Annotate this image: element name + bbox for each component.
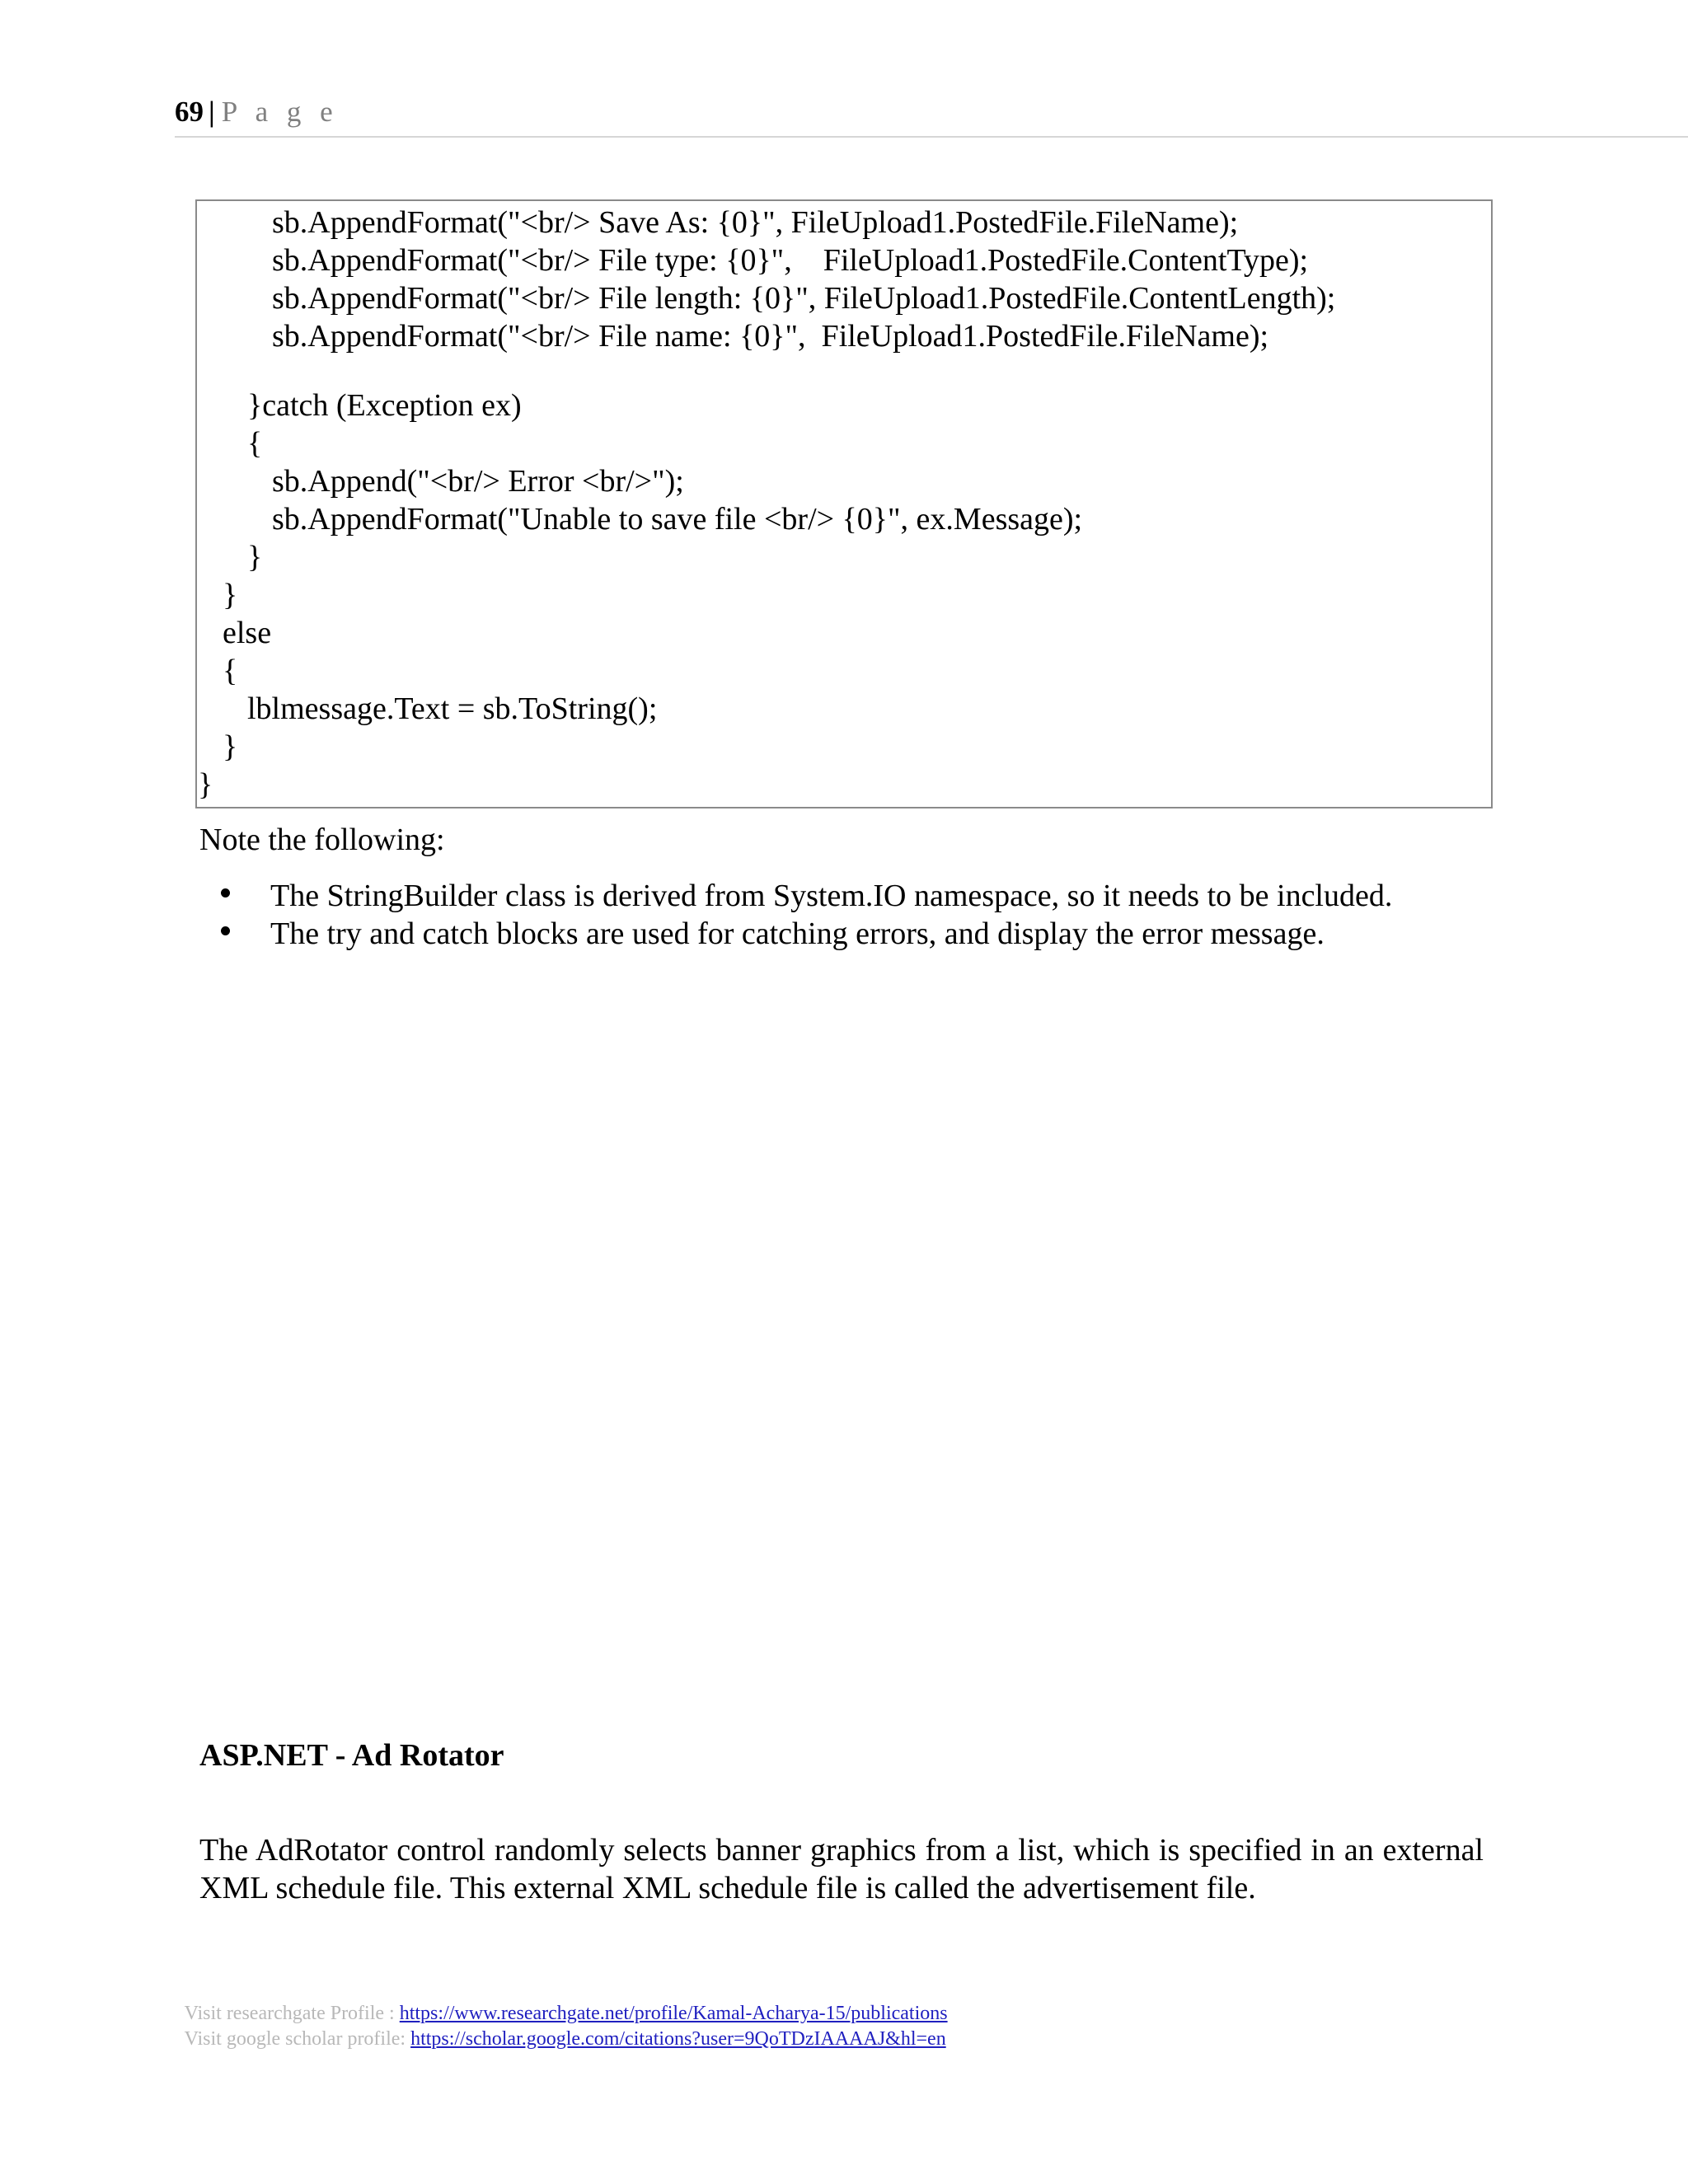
section-paragraph: The AdRotator control randomly selects banner graphics from a list, which is specified in an external XML schedule file. This external XML schedule file is called the advertisement file. — [199, 1833, 1484, 1905]
bullet-icon — [221, 888, 230, 898]
code-line: } — [223, 578, 238, 612]
list-item-text: The try and catch blocks are used for catching errors, and display the error message. — [270, 916, 1325, 951]
researchgate-link[interactable]: https://www.researchgate.net/profile/Kamal-Acharya-15/publications — [399, 2003, 948, 2024]
code-line: } — [223, 729, 238, 764]
code-line: lblmessage.Text = sb.ToString(); — [247, 691, 658, 726]
scholar-label: Visit google scholar profile: — [184, 2028, 411, 2050]
section-heading: ASP.NET - Ad Rotator — [199, 1738, 504, 1773]
page-word: P a g e — [221, 96, 339, 128]
code-line: } — [247, 540, 263, 574]
code-line: else — [223, 616, 272, 650]
page-header — [175, 97, 339, 126]
code-line: }catch (Exception ex) — [247, 388, 522, 423]
code-line: sb.AppendFormat("<br/> File name: {0}", FileUpload1.PostedFile.FileName); — [272, 319, 1269, 354]
header-rule — [175, 136, 1688, 138]
bullet-icon — [221, 926, 230, 935]
researchgate-label: Visit researchgate Profile : — [184, 2003, 400, 2024]
scholar-link[interactable]: https://scholar.google.com/citations?user=9QoTDzIAAAAJ&hl=en — [410, 2028, 946, 2050]
note-heading: Note the following: — [199, 823, 445, 857]
code-line: sb.Append("<br/> Error <br/>"); — [272, 464, 684, 499]
code-line: sb.AppendFormat("<br/> Save As: {0}", FileUpload1.PostedFile.FileName); — [272, 205, 1239, 240]
footer-scholar — [175, 2009, 946, 2049]
page-separator: | — [209, 96, 215, 128]
list-item-text: The StringBuilder class is derived from System.IO namespace, so it needs to be included. — [270, 879, 1393, 913]
code-line: sb.AppendFormat("<br/> File type: {0}", FileUpload1.PostedFile.ContentType); — [272, 243, 1309, 278]
code-line: sb.AppendFormat("<br/> File length: {0}", FileUpload1.PostedFile.ContentLength); — [272, 281, 1336, 316]
code-line: sb.AppendFormat("Unable to save file <br/> {0}", ex.Message); — [272, 502, 1083, 537]
code-line: } — [198, 767, 213, 802]
code-line: { — [223, 654, 238, 688]
page-number: 69 — [175, 96, 204, 128]
code-line: { — [247, 426, 263, 461]
